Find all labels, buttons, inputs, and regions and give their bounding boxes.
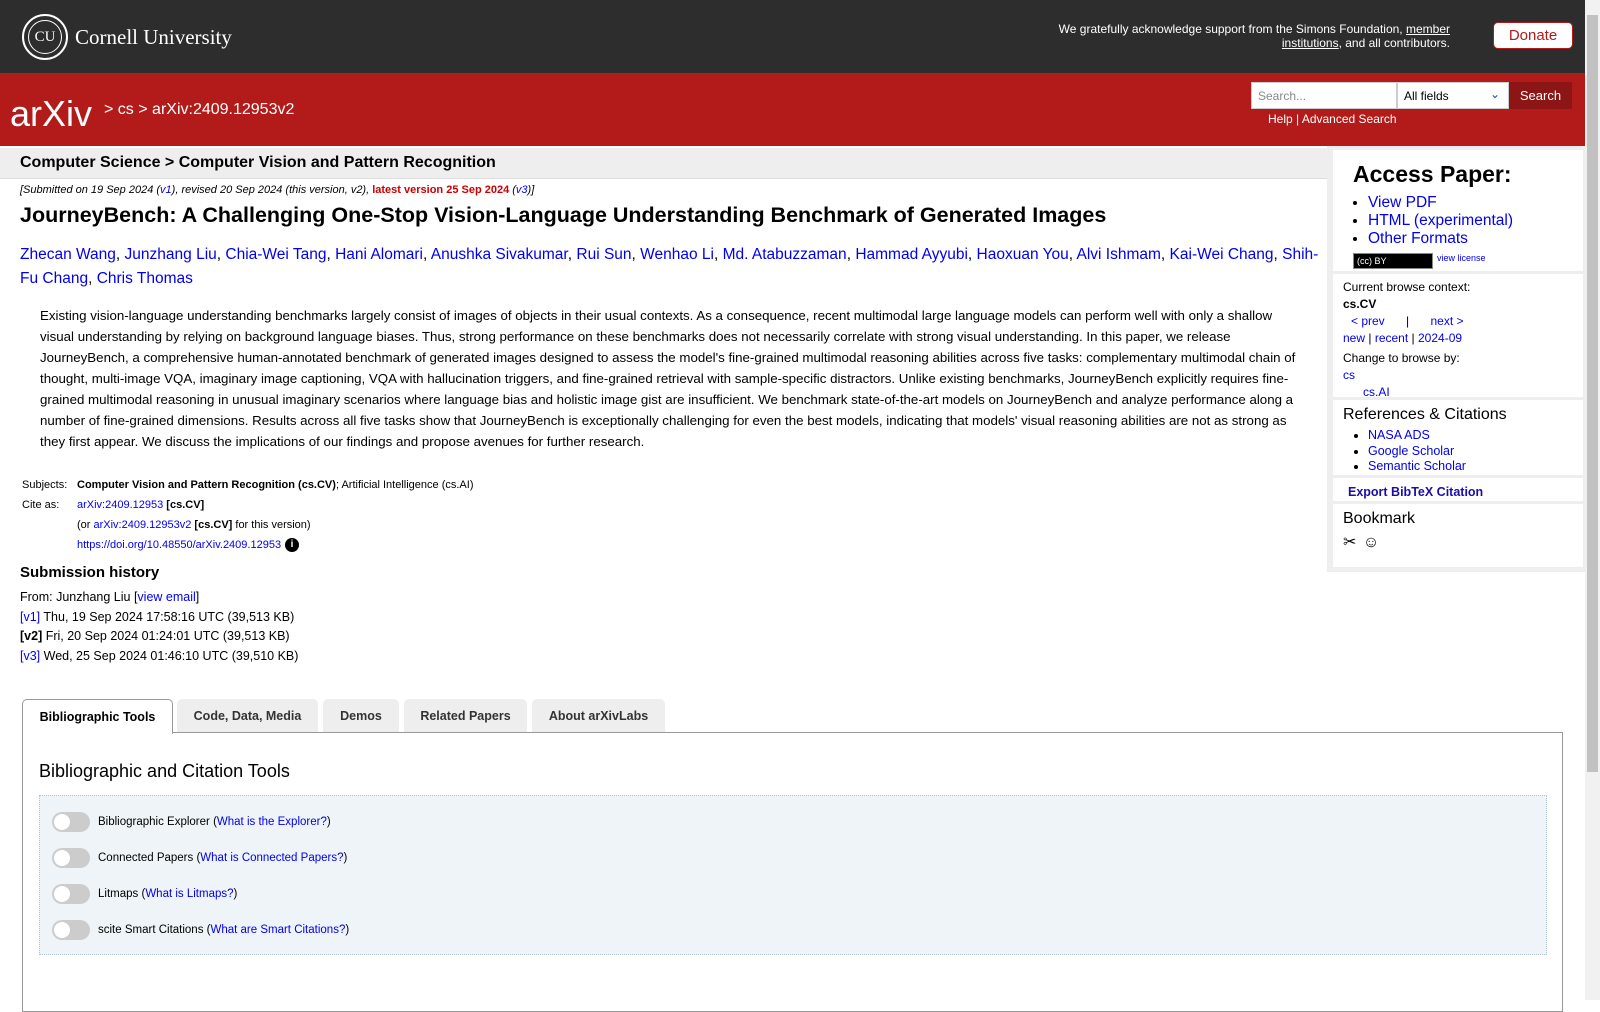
- author-list: Zhecan Wang, Junzhang Liu, Chia-Wei Tang, Hani Alomari, Anushka Sivakumar, Rui Sun, Wenhao Li, Md. Atabuzzaman, Hammad Ayyubi, Haoxuan You, Alvi Ishmam, Kai-Wei Chang, Shih-Fu Chang, Chris Thomas: [20, 246, 1319, 287]
- author-link[interactable]: Md. Atabuzzaman: [722, 246, 847, 263]
- donate-button[interactable]: Donate: [1493, 22, 1573, 49]
- tab-related-papers[interactable]: Related Papers: [404, 699, 527, 733]
- month-link[interactable]: 2024-09: [1418, 331, 1463, 345]
- html-link[interactable]: HTML (experimental): [1368, 212, 1513, 229]
- other-formats-link[interactable]: Other Formats: [1368, 230, 1468, 247]
- breadcrumb-paper-id: arXiv:2409.12953v2: [152, 101, 295, 118]
- author-link[interactable]: Chia-Wei Tang: [225, 246, 327, 263]
- tool-row: Bibliographic Explorer ( What is the Explorer? ): [52, 812, 331, 832]
- submitter-text: From: Junzhang Liu [: [20, 590, 138, 604]
- divider: |: [1368, 331, 1372, 345]
- advanced-search-link[interactable]: Advanced Search: [1301, 112, 1397, 126]
- scissors-icon[interactable]: ✂: [1343, 534, 1357, 551]
- access-paper-heading: Access Paper:: [1353, 161, 1512, 187]
- top-bar: [0, 0, 1585, 73]
- cornell-logo[interactable]: [22, 14, 232, 60]
- tool-row: Connected Papers ( What is Connected Papers? ): [52, 848, 347, 868]
- subject-path: Computer Science > Computer Vision and Pattern Recognition: [20, 154, 496, 171]
- reddit-icon[interactable]: ☺: [1362, 534, 1380, 551]
- tool-name: Connected Papers: [98, 852, 194, 864]
- author-link[interactable]: Shih-Fu Chang: [20, 246, 1319, 287]
- recent-link[interactable]: recent: [1374, 331, 1409, 345]
- member-institutions-link[interactable]: member institutions: [1281, 22, 1450, 50]
- tool-name: Bibliographic Explorer: [98, 816, 210, 828]
- next-link[interactable]: next >: [1430, 314, 1464, 328]
- divider: |: [1406, 314, 1410, 328]
- connected-papers-toggle[interactable]: [52, 848, 90, 868]
- arxiv-logo[interactable]: arXiv: [10, 93, 93, 134]
- google-scholar-link[interactable]: Google Scholar: [1368, 443, 1455, 458]
- arxiv-header: [0, 73, 1585, 146]
- cite-label: Cite as:: [22, 499, 60, 511]
- author-link[interactable]: Alvi Ishmam: [1076, 246, 1161, 263]
- version-row: [20, 608, 298, 628]
- cornell-seal-icon: [22, 14, 68, 60]
- breadcrumb-sep: >: [138, 101, 148, 118]
- search-button[interactable]: Search: [1509, 82, 1572, 109]
- author-link[interactable]: Kai-Wei Chang: [1169, 246, 1274, 263]
- version-row: [20, 627, 298, 647]
- tool-help-link[interactable]: What are Smart Citations?: [210, 924, 346, 936]
- submitter-text: ]: [195, 590, 200, 604]
- subjects-value: [75, 475, 476, 495]
- cite-text: for this version): [232, 519, 311, 531]
- author-link[interactable]: Haoxuan You: [976, 246, 1069, 263]
- browse-cs-link[interactable]: cs: [1343, 368, 1355, 382]
- tool-name: Litmaps: [98, 888, 139, 900]
- author-link[interactable]: Anushka Sivakumar: [430, 246, 568, 263]
- page-scrollbar[interactable]: [1585, 0, 1600, 1000]
- version-detail: Thu, 19 Sep 2024 17:58:16 UTC (39,513 KB): [40, 609, 295, 624]
- browse-listing-links: [1343, 330, 1583, 347]
- primary-subject: Computer Vision and Pattern Recognition (cs.CV): [77, 479, 336, 491]
- support-prefix: We gratefully acknowledge support from the Simons Foundation,: [1058, 22, 1403, 36]
- support-message: [1030, 22, 1450, 50]
- dateline-text: (: [509, 184, 516, 196]
- other-subjects: ; Artificial Intelligence (cs.AI): [335, 479, 474, 491]
- view-license-link[interactable]: view license: [1437, 253, 1486, 263]
- submission-history: [20, 588, 298, 666]
- paper-title: JourneyBench: A Challenging One-Stop Vision-Language Understanding Benchmark of Generated Images: [20, 203, 1107, 227]
- nasa-ads-link[interactable]: NASA ADS: [1368, 428, 1430, 442]
- tool-row: scite Smart Citations ( What are Smart Citations? ): [52, 920, 349, 940]
- author-link[interactable]: Chris Thomas: [96, 270, 193, 287]
- submitter-line: [20, 588, 298, 608]
- subjects-label: Subjects:: [22, 479, 68, 491]
- browse-context-label: Current browse context:: [1343, 280, 1471, 294]
- version-v1-link[interactable]: [v1]: [20, 609, 41, 624]
- support-suffix: , and all contributors.: [1338, 36, 1450, 50]
- latest-version: latest version 25 Sep 2024: [372, 184, 510, 196]
- prev-next: [1343, 313, 1583, 330]
- breadcrumb-sep: >: [104, 101, 114, 118]
- author-link[interactable]: Zhecan Wang: [20, 246, 116, 263]
- cite-value: [75, 495, 476, 515]
- author-link[interactable]: Wenhao Li: [640, 246, 714, 263]
- change-browse-label: Change to browse by:: [1343, 351, 1460, 365]
- tools-box: [39, 795, 1547, 955]
- cite-category: [cs.CV]: [194, 519, 233, 531]
- search-field-value: All fields: [1404, 89, 1449, 103]
- author-link[interactable]: Junzhang Liu: [124, 246, 217, 263]
- dateline-text: ), revised 20 Sep 2024 (this version, v2),: [171, 184, 373, 196]
- version-detail: Wed, 25 Sep 2024 01:46:10 UTC (39,510 KB): [40, 648, 299, 663]
- version-cite: [75, 515, 476, 535]
- access-paper-box: [1333, 150, 1583, 271]
- search-links: [1268, 112, 1397, 126]
- view-email-link[interactable]: view email: [137, 590, 196, 604]
- panel-heading: Bibliographic and Citation Tools: [39, 761, 290, 781]
- tab-demos[interactable]: Demos: [323, 699, 399, 733]
- seal-glyph: CU: [28, 20, 62, 54]
- abstract: Existing vision-language understanding benchmarks largely consist of images of objects in their usual contexts. As a consequence, recent multimodal large language models can perform well with only a shallow visual understanding by relying on background language biases. Thus, strong performance on these benchmarks does not necessarily correlate with strong visual understanding. In this paper, we release JourneyBench, a comprehensive human-annotated benchmark of generated images designed to assess the model's fine-grained multimodal reasoning abilities across five tasks: complementary multimodal chain of thought, multi-image VQA, imaginary image captioning, VQA with hallucination triggers, and fine-grained retrieval with sample-specific distractors. Unlike existing benchmarks, JourneyBench explicitly requires fine-grained multimodal reasoning in unusual imaginary scenarios where language bias and holistic image gist are insufficient. We benchmark state-of-the-art models on JourneyBench and analyze performance along a number of fine-grained dimensions. Results across all five tasks show that JourneyBench is exceptionally challenging for even the best models, indicating that models' visual reasoning abilities are not as strong as they first appear. We discuss the implications of our findings and propose avenues for further research.: [40, 308, 1296, 449]
- scrollbar-thumb[interactable]: [1587, 15, 1598, 772]
- dateline-text: [Submitted on 19 Sep 2024 (: [20, 184, 161, 196]
- scite-toggle[interactable]: [52, 920, 90, 940]
- university-name: Cornell University: [75, 24, 232, 49]
- bookmark-box: [1333, 504, 1583, 567]
- tab-about-arxivlabs[interactable]: About arXivLabs: [532, 699, 665, 733]
- breadcrumb: [104, 101, 294, 119]
- submission-dateline: [20, 184, 534, 196]
- divider: |: [1296, 112, 1300, 126]
- references-box: [1333, 400, 1583, 475]
- extra-services-sidebar: [1327, 146, 1585, 572]
- litmaps-toggle[interactable]: [52, 884, 90, 904]
- search-field-select[interactable]: [1397, 82, 1509, 109]
- bookmark-heading: Bookmark: [1343, 510, 1416, 527]
- cite-id-link[interactable]: arXiv:2409.12953: [77, 499, 164, 511]
- references-heading: References & Citations: [1343, 406, 1507, 423]
- tool-help-link[interactable]: What is the Explorer?: [216, 816, 327, 828]
- browse-context-box: [1333, 274, 1583, 397]
- author-link[interactable]: Rui Sun: [576, 246, 632, 263]
- export-bibtex-link[interactable]: Export BibTeX Citation: [1348, 485, 1484, 499]
- prev-link[interactable]: < prev: [1351, 314, 1385, 328]
- bibliographic-explorer-toggle[interactable]: [52, 812, 90, 832]
- browse-context: cs.CV: [1343, 297, 1377, 311]
- tool-help-link[interactable]: What is Connected Papers?: [200, 852, 344, 864]
- tab-code-data-media[interactable]: Code, Data, Media: [177, 699, 318, 733]
- subject-header: [0, 148, 1327, 179]
- version-detail: Fri, 20 Sep 2024 01:24:01 UTC (39,513 KB): [42, 629, 290, 643]
- view-pdf-link[interactable]: View PDF: [1368, 194, 1437, 211]
- browse-cs-ai-link[interactable]: cs.AI: [1363, 385, 1390, 399]
- divider: |: [1411, 331, 1415, 345]
- info-icon[interactable]: i: [285, 538, 299, 552]
- v3-link[interactable]: v3: [515, 184, 528, 196]
- semantic-scholar-link[interactable]: Semantic Scholar: [1368, 459, 1466, 473]
- doi-link[interactable]: https://doi.org/10.48550/arXiv.2409.12953: [77, 539, 282, 551]
- cite-category: [cs.CV]: [166, 499, 205, 511]
- chevron-down-icon: ⌄: [1489, 87, 1500, 101]
- breadcrumb-cs[interactable]: cs: [117, 101, 134, 118]
- tab-panel: [22, 732, 1563, 1012]
- author-link[interactable]: Hani Alomari: [335, 246, 423, 263]
- export-box: [1333, 478, 1583, 501]
- cc-license-badge[interactable]: (cc) BY: [1353, 253, 1433, 269]
- help-link[interactable]: Help: [1268, 112, 1293, 126]
- submission-history-heading: Submission history: [20, 564, 160, 581]
- version-id-link[interactable]: arXiv:2409.12953v2: [93, 519, 192, 531]
- v1-link[interactable]: v1: [160, 184, 172, 196]
- tool-name: scite Smart Citations: [98, 924, 204, 936]
- new-link[interactable]: new: [1343, 331, 1366, 345]
- version-row: [20, 647, 298, 667]
- search-input[interactable]: Search...: [1251, 82, 1397, 109]
- tab-bibliographic-tools[interactable]: Bibliographic Tools: [22, 699, 173, 734]
- format-list: [1333, 194, 1583, 248]
- version-v3-link[interactable]: [v3]: [20, 648, 41, 663]
- reference-list: [1343, 428, 1583, 475]
- cite-text: (or: [77, 519, 94, 531]
- tool-help-link[interactable]: What is Litmaps?: [145, 888, 234, 900]
- doi-row: [75, 535, 476, 555]
- metadata-table: [20, 475, 476, 555]
- author-link[interactable]: Hammad Ayyubi: [855, 246, 968, 263]
- tool-row: Litmaps ( What is Litmaps? ): [52, 884, 237, 904]
- version-v2-label: [v2]: [20, 629, 43, 643]
- dateline-text: )]: [527, 184, 535, 196]
